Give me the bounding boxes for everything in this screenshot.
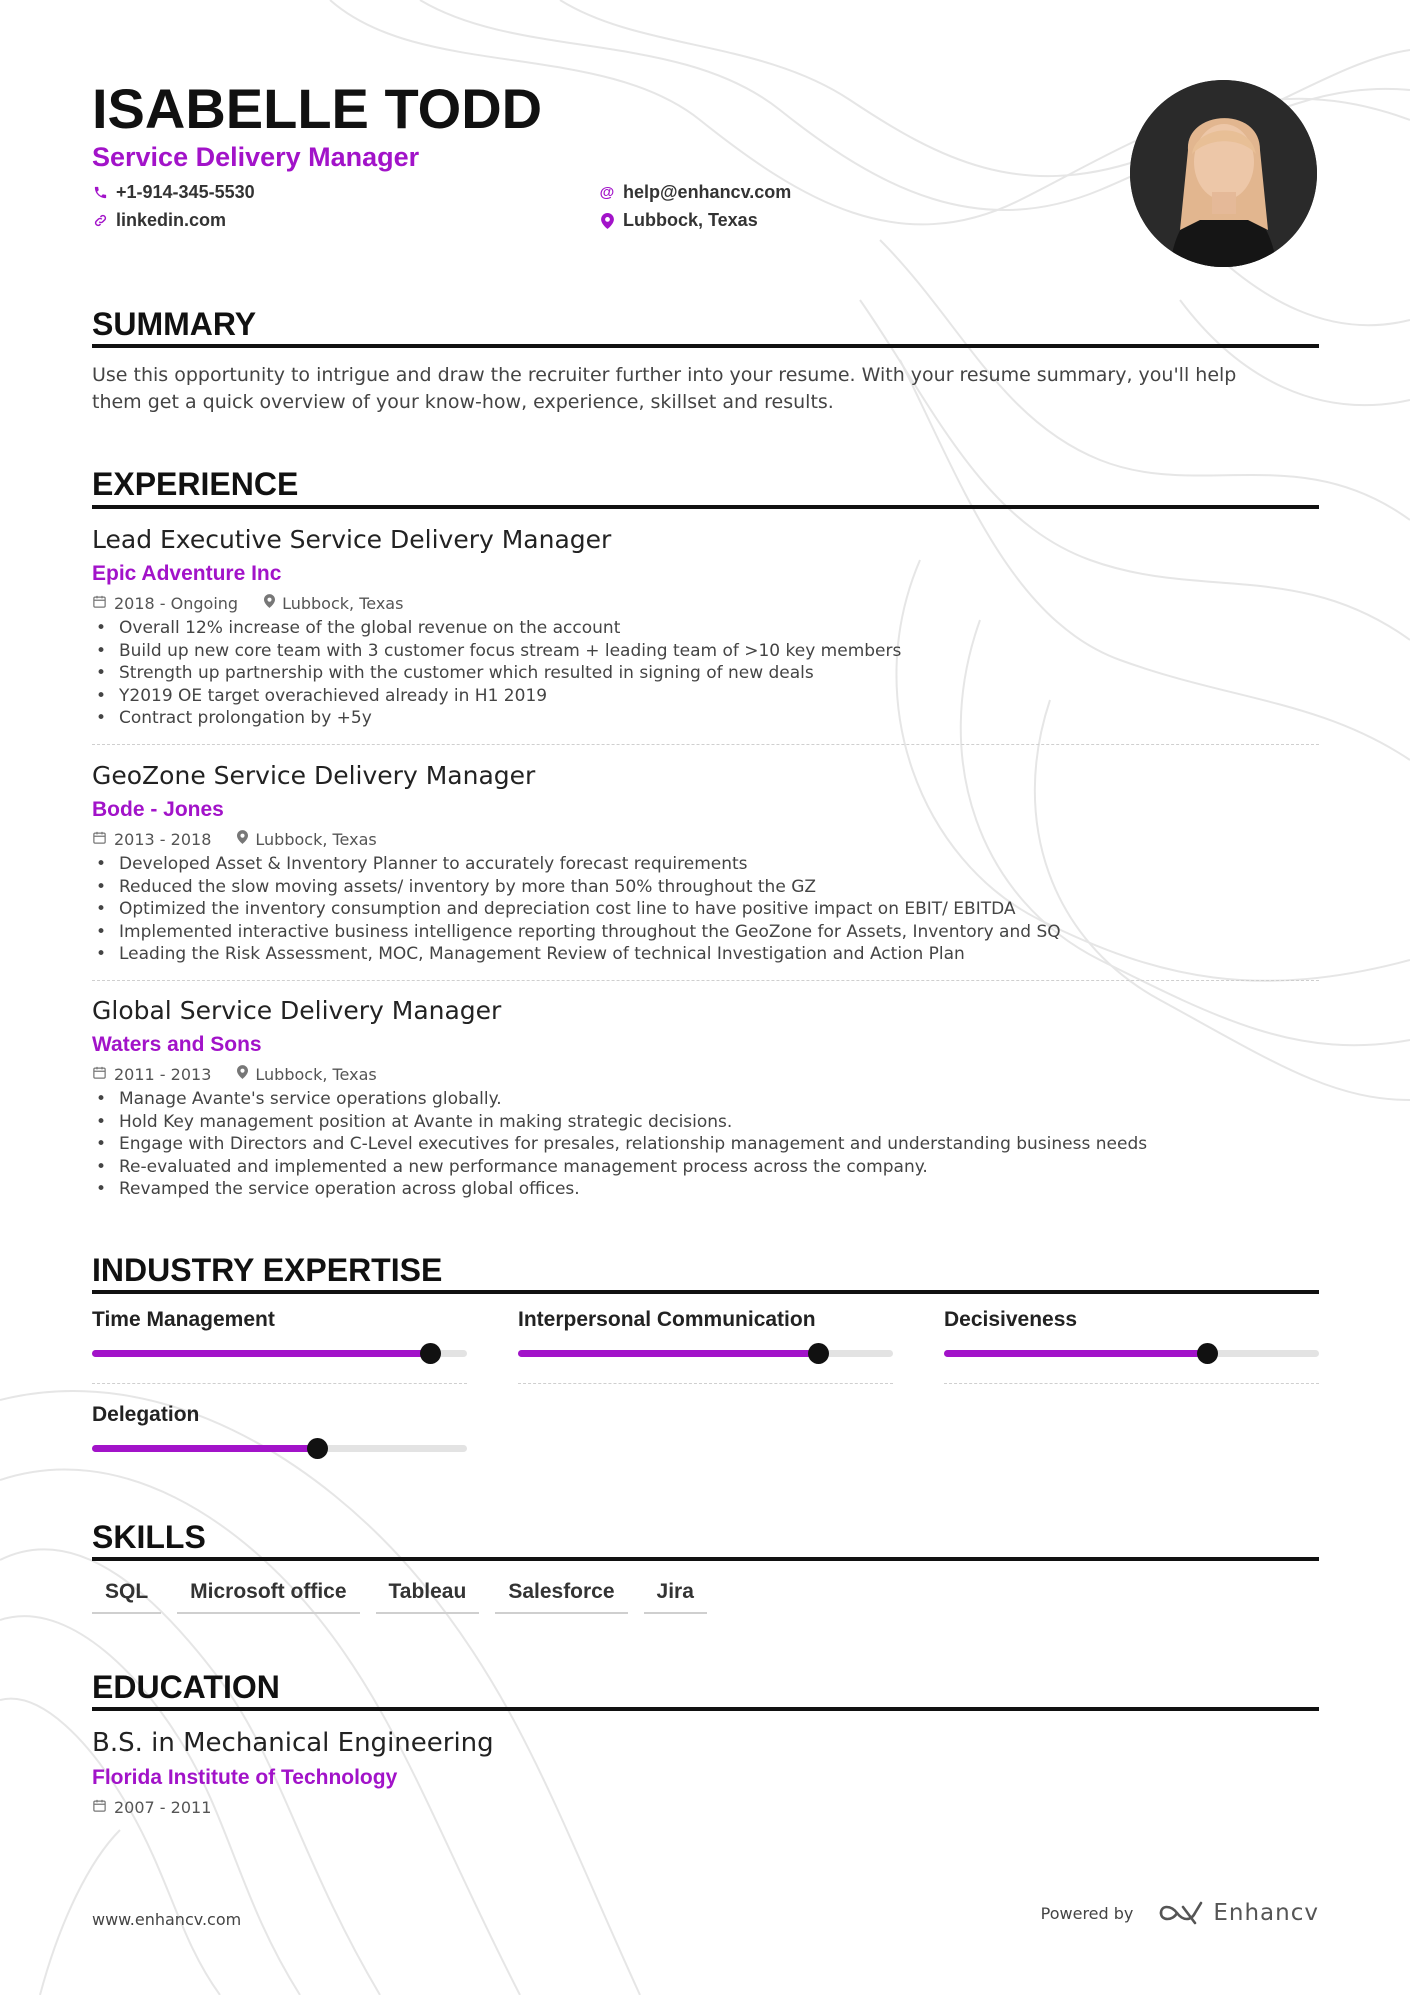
expertise-item xyxy=(518,1305,893,1384)
expertise-label: Time Management xyxy=(92,1308,275,1331)
job-role: Global Service Delivery Manager xyxy=(92,996,502,1025)
job-bullet: • Leading the Risk Assessment, MOC, Management Review of technical Investigation and Action Plan xyxy=(92,943,1319,966)
job-bullet: • Re-evaluated and implemented a new performance management process across the company. xyxy=(92,1156,1319,1179)
expertise-divider xyxy=(944,1383,1319,1384)
email-text[interactable]: help@enhancv.com xyxy=(623,182,792,202)
job-dates: 2011 - 2013 xyxy=(114,1064,212,1084)
job-location: Lubbock, Texas xyxy=(255,1064,377,1084)
job-role: Lead Executive Service Delivery Manager xyxy=(92,525,612,554)
job-meta xyxy=(92,591,1319,615)
phone-icon xyxy=(92,185,108,201)
job-company: Epic Adventure Inc xyxy=(92,562,282,585)
skill-tag: Tableau xyxy=(376,1580,480,1614)
calendar-icon xyxy=(92,1798,107,1817)
enhancv-logo[interactable] xyxy=(1157,1900,1319,1926)
calendar-icon xyxy=(92,594,107,613)
job-dates: 2018 - Ongoing xyxy=(114,593,239,613)
location-pin-icon xyxy=(599,213,615,229)
expertise-bar xyxy=(92,1350,467,1357)
skill-tag: Jira xyxy=(644,1580,707,1614)
job-divider xyxy=(92,744,1319,745)
job-bullet: • Manage Avante's service operations globally. xyxy=(92,1088,1319,1111)
job-entry xyxy=(92,759,1319,966)
job-entry xyxy=(92,994,1319,1201)
location-pin-icon xyxy=(264,594,275,612)
candidate-name: ISABELLE TODD xyxy=(92,77,543,140)
candidate-title: Service Delivery Manager xyxy=(92,142,420,172)
skills-heading: SKILLS xyxy=(92,1519,206,1555)
expertise-bar xyxy=(518,1350,893,1357)
job-location: Lubbock, Texas xyxy=(282,593,404,613)
calendar-icon xyxy=(92,830,107,849)
job-bullet: • Reduced the slow moving assets/ inventory by more than 50% throughout the GZ xyxy=(92,876,1319,899)
expertise-fill xyxy=(92,1445,317,1452)
contact-email xyxy=(599,182,791,203)
skill-tag: Microsoft office xyxy=(177,1580,359,1614)
expertise-rule xyxy=(92,1290,1319,1294)
experience-heading: EXPERIENCE xyxy=(92,466,299,502)
resume-page xyxy=(92,0,1319,1995)
phone-text[interactable]: +1-914-345-5530 xyxy=(116,182,255,202)
expertise-fill xyxy=(518,1350,818,1357)
expertise-label: Decisiveness xyxy=(944,1308,1078,1331)
expertise-knob xyxy=(808,1343,829,1364)
expertise-label: Delegation xyxy=(92,1403,200,1426)
contact-location xyxy=(599,210,758,231)
job-bullet: • Contract prolongation by +5y xyxy=(92,707,1319,730)
job-dates: 2013 - 2018 xyxy=(114,829,212,849)
job-bullets xyxy=(92,853,1319,966)
expertise-bar xyxy=(92,1445,467,1452)
summary-line: Use this opportunity to intrigue and draw the recruiter further into your resume. With your resume summary, you'll help xyxy=(92,364,1237,386)
education-heading: EDUCATION xyxy=(92,1669,280,1705)
expertise-knob xyxy=(307,1438,328,1459)
job-meta xyxy=(92,1062,1319,1086)
job-bullet: • Engage with Directors and C-Level executives for presales, relationship management and understanding business needs xyxy=(92,1133,1319,1156)
expertise-item xyxy=(944,1305,1319,1384)
expertise-knob xyxy=(1197,1343,1218,1364)
expertise-knob xyxy=(420,1343,441,1364)
skill-tag: Salesforce xyxy=(495,1580,627,1614)
powered-by-text: Powered by xyxy=(1040,1903,1134,1923)
skills-list xyxy=(92,1580,707,1614)
profile-photo xyxy=(1130,80,1317,267)
job-bullet: • Optimized the inventory consumption and depreciation cost line to have positive impact on EBIT/ EBITDA xyxy=(92,898,1319,921)
link-icon xyxy=(92,213,108,229)
job-meta xyxy=(92,827,1319,851)
job-divider xyxy=(92,980,1319,981)
expertise-heading: INDUSTRY EXPERTISE xyxy=(92,1252,443,1288)
skills-rule xyxy=(92,1557,1319,1561)
education-dates: 2007 - 2011 xyxy=(114,1797,212,1817)
linkedin-text[interactable]: linkedin.com xyxy=(116,210,227,230)
education-entry xyxy=(92,1725,494,1819)
education-rule xyxy=(92,1707,1319,1711)
job-company: Waters and Sons xyxy=(92,1033,262,1056)
job-entry xyxy=(92,523,1319,730)
job-bullets xyxy=(92,617,1319,730)
summary-line: them get a quick overview of your know-how, experience, skillset and results. xyxy=(92,391,834,413)
location-pin-icon xyxy=(237,830,248,848)
expertise-fill xyxy=(944,1350,1207,1357)
at-icon: @ xyxy=(599,184,615,201)
expertise-bar xyxy=(944,1350,1319,1357)
job-bullets xyxy=(92,1088,1319,1201)
education-degree: B.S. in Mechanical Engineering xyxy=(92,1728,494,1758)
job-location: Lubbock, Texas xyxy=(255,829,377,849)
job-bullet: • Y2019 OE target overachieved already in H1 2019 xyxy=(92,685,1319,708)
summary-heading: SUMMARY xyxy=(92,306,257,342)
footer-branding xyxy=(1041,1900,1319,1926)
calendar-icon xyxy=(92,1065,107,1084)
location-pin-icon xyxy=(237,1065,248,1083)
contact-phone xyxy=(92,182,255,203)
expertise-item xyxy=(92,1305,467,1384)
expertise-label: Interpersonal Communication xyxy=(518,1308,816,1331)
job-role: GeoZone Service Delivery Manager xyxy=(92,761,536,790)
footer-website[interactable]: www.enhancv.com xyxy=(92,1910,242,1929)
experience-rule xyxy=(92,505,1319,509)
brand-name: Enhancv xyxy=(1213,1900,1319,1926)
expertise-divider xyxy=(518,1383,893,1384)
location-text: Lubbock, Texas xyxy=(623,210,758,230)
education-school: Florida Institute of Technology xyxy=(92,1766,398,1789)
job-bullet: • Developed Asset & Inventory Planner to accurately forecast requirements xyxy=(92,853,1319,876)
summary-text xyxy=(92,362,1292,416)
expertise-divider xyxy=(92,1383,467,1384)
skill-tag: SQL xyxy=(92,1580,161,1614)
summary-rule xyxy=(92,344,1319,348)
job-company: Bode - Jones xyxy=(92,798,224,821)
enhancv-logo-icon xyxy=(1157,1901,1203,1925)
expertise-fill xyxy=(92,1350,430,1357)
job-bullet: • Implemented interactive business intelligence reporting throughout the GeoZone for Assets, Inventory and SQ xyxy=(92,921,1319,944)
job-bullet: • Hold Key management position at Avante in making strategic decisions. xyxy=(92,1111,1319,1134)
job-bullet: • Overall 12% increase of the global revenue on the account xyxy=(92,617,1319,640)
job-bullet: • Revamped the service operation across global offices. xyxy=(92,1178,1319,1201)
job-bullet: • Strength up partnership with the customer which resulted in signing of new deals xyxy=(92,662,1319,685)
education-meta xyxy=(92,1795,494,1819)
job-bullet: • Build up new core team with 3 customer focus stream + leading team of >10 key members xyxy=(92,640,1319,663)
expertise-item xyxy=(92,1400,467,1452)
contact-linkedin xyxy=(92,210,226,231)
